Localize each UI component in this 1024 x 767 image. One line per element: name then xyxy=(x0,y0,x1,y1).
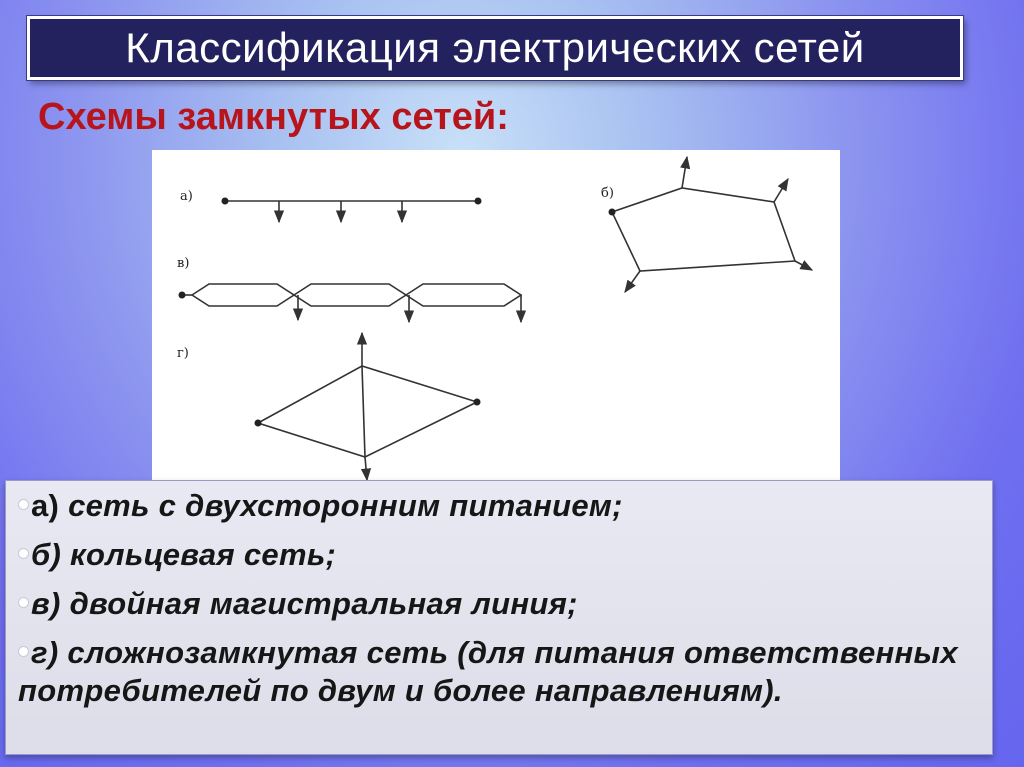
diagram-label-v: в) xyxy=(177,256,190,271)
network-diagrams xyxy=(152,150,840,480)
legend-marker: а) xyxy=(31,488,60,523)
legend-marker: в) xyxy=(31,586,61,621)
network-diagrams-panel xyxy=(152,150,840,480)
legend-item-g xyxy=(18,634,980,710)
legend-text: двойная магистральная линия; xyxy=(60,586,578,621)
bullet-icon xyxy=(18,646,29,657)
legend-item-b xyxy=(18,536,980,574)
diagram-a-two-sided-supply xyxy=(222,198,482,223)
legend-box xyxy=(5,480,993,755)
slide-title: Классификация электрических сетей xyxy=(125,24,865,71)
diagram-b-ring-network xyxy=(609,157,813,292)
diagram-label-a: а) xyxy=(180,189,193,204)
legend-text: сеть с двухсторонним питанием; xyxy=(59,488,623,523)
legend-marker: б) xyxy=(31,537,62,572)
diagram-v-double-main-line xyxy=(179,284,522,322)
legend-item-a xyxy=(18,487,980,525)
legend-text: кольцевая сеть; xyxy=(61,537,337,572)
bullet-icon xyxy=(18,597,29,608)
slide-title-box xyxy=(27,16,963,80)
bullet-icon xyxy=(18,499,29,510)
diagram-g-complex-closed-network xyxy=(255,333,481,480)
slide-subtitle: Схемы замкнутых сетей: xyxy=(38,96,509,138)
legend-marker: г) xyxy=(31,635,59,670)
legend-text: сложнозамкнутая сеть (для питания ответственных потребителей по двум и более направлениям). xyxy=(18,635,958,708)
bullet-icon xyxy=(18,548,29,559)
diagram-label-b: б) xyxy=(601,186,614,201)
legend-item-v xyxy=(18,585,980,623)
diagram-label-g: г) xyxy=(177,346,189,361)
